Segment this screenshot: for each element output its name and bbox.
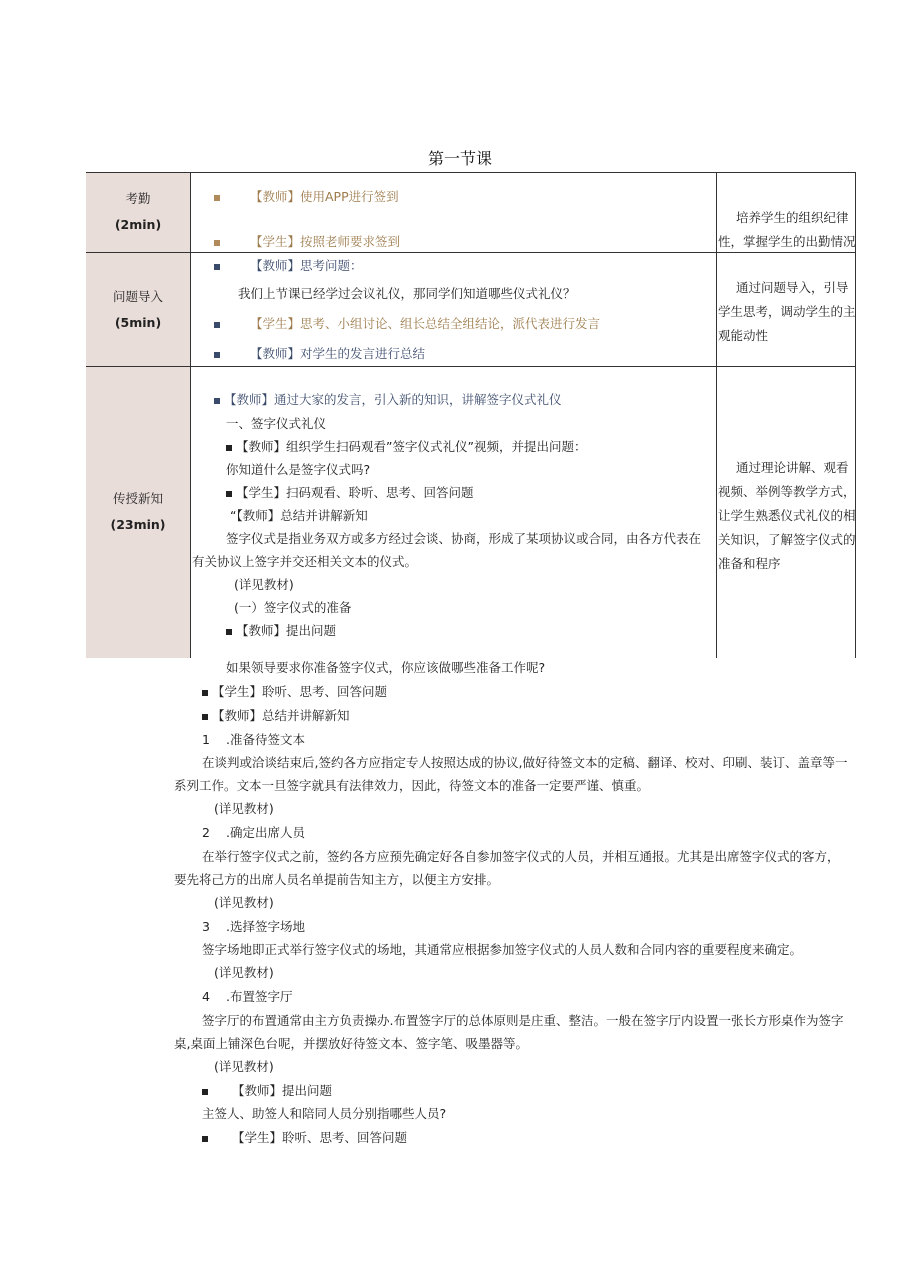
line-text: .布置签字厅 bbox=[226, 989, 293, 1004]
body-line bbox=[202, 705, 350, 727]
body-line bbox=[202, 916, 305, 938]
line-text: 【教师】组织学生扫码观看”签字仪式礼仪”视频，并提出问题： bbox=[236, 439, 587, 454]
body-line: (详见教材) bbox=[214, 895, 274, 910]
body-line: 签字厅的布置通常由主方负责操办.布置签字厅的总体原则是庄重、整洁。一般在签字厅内设置一张长方形桌作为签字 bbox=[202, 1013, 844, 1028]
bullet-icon bbox=[202, 714, 208, 720]
body-line: 如果领导要求你准备签字仪式，你应该做哪些准备工作呢? bbox=[226, 660, 546, 675]
row-duration: (2min) bbox=[114, 217, 162, 232]
body-line: 主签人、助签人和陪同人员分别指哪些人员? bbox=[202, 1106, 447, 1121]
content-line bbox=[214, 187, 399, 205]
content-line bbox=[214, 344, 425, 362]
line-text: 【教师】思考问题： bbox=[250, 258, 363, 273]
content-line bbox=[226, 483, 474, 501]
goal-text: 培养学生的组织纪律性，掌握学生的出勤情况 bbox=[718, 210, 856, 249]
row-label-new-knowledge bbox=[86, 486, 190, 538]
bullet-icon bbox=[226, 491, 232, 497]
row-label-text: 传授新知 bbox=[112, 491, 163, 506]
content-line bbox=[226, 621, 336, 639]
column-divider bbox=[190, 172, 191, 658]
bullet-icon bbox=[214, 264, 220, 270]
line-text: 【学生】聆听、思考、回答问题 bbox=[212, 684, 388, 699]
line-text: 【教师】提出问题 bbox=[236, 623, 337, 638]
line-text: 【教师】使用APP进行签到 bbox=[250, 189, 399, 204]
line-text: 2 bbox=[202, 825, 210, 840]
bullet-icon bbox=[214, 398, 220, 404]
content-line: 我们上节课已经学过会议礼仪，那同学们知道哪些仪式礼仪？ bbox=[238, 286, 576, 301]
content-line: 你知道什么是签字仪式吗? bbox=[226, 462, 371, 477]
content-line bbox=[214, 232, 400, 250]
body-line: (详见教材) bbox=[214, 1059, 274, 1074]
body-line bbox=[202, 1080, 332, 1102]
body-line: 要先将己方的出席人员名单提前告知主方，以便主方安排。 bbox=[174, 872, 500, 887]
line-text: 【学生】聆听、思考、回答问题 bbox=[232, 1130, 408, 1145]
body-line: 桌,桌面上铺深色台呢，并摆放好待签文本、签字笔、吸墨器等。 bbox=[174, 1036, 528, 1051]
row-divider bbox=[86, 366, 856, 367]
bullet-icon bbox=[226, 629, 232, 635]
line-text: 【学生】思考、小组讨论、组长总结全组结论，派代表进行发言 bbox=[250, 316, 601, 331]
content-line: 一、签字仪式礼仪 bbox=[226, 416, 327, 431]
body-line bbox=[202, 681, 387, 703]
content-line: (一）签字仪式的准备 bbox=[234, 600, 352, 615]
body-line bbox=[202, 729, 305, 751]
bullet-icon bbox=[202, 690, 208, 696]
line-text: 【教师】提出问题 bbox=[232, 1083, 333, 1098]
content-line: 有关协议上签字并交还相关文本的仪式。 bbox=[192, 554, 418, 569]
row-duration: (5min) bbox=[114, 315, 162, 330]
bullet-icon bbox=[214, 322, 220, 328]
bullet-icon bbox=[214, 240, 220, 246]
column-divider bbox=[716, 172, 717, 658]
line-text: .准备待签文本 bbox=[226, 732, 305, 747]
body-line: 签字场地即正式举行签字仪式的场地，其通常应根据参加签字仪式的人员人数和合同内容的重要程度来确定。 bbox=[202, 942, 803, 957]
content-line bbox=[226, 437, 586, 455]
content-line: 签字仪式是指业务双方或多方经过会谈、协商，形成了某项协议或合同，由各方代表在 bbox=[226, 531, 702, 546]
row-label-intro bbox=[86, 284, 190, 336]
line-text: .确定出席人员 bbox=[226, 825, 305, 840]
bullet-icon bbox=[202, 1136, 208, 1142]
bullet-icon bbox=[202, 1089, 208, 1095]
table-top-border bbox=[86, 172, 856, 173]
content-line: (详见教材) bbox=[234, 577, 294, 592]
content-line bbox=[214, 256, 363, 274]
body-line: 在谈判或洽谈结束后,签约各方应指定专人按照达成的协议,做好待签文本的定稿、翻译、校对、印刷、装订、盖章等一 bbox=[202, 755, 848, 770]
line-text: 【教师】对学生的发言进行总结 bbox=[250, 346, 426, 361]
goal-text: 通过理论讲解、观看视频、举例等教学方式，让学生熟悉仪式礼仪的相关知识，了解签字仪式的准备和程序 bbox=[718, 460, 856, 571]
row-label-attendance bbox=[86, 186, 190, 238]
bullet-icon bbox=[226, 445, 232, 451]
body-line bbox=[202, 986, 292, 1008]
line-text: 【学生】按照老师要求签到 bbox=[250, 234, 401, 249]
row-label-text: 问题导入 bbox=[112, 289, 163, 304]
page-title: 第一节课 bbox=[427, 149, 492, 168]
line-text: 【教师】总结并讲解新知 bbox=[212, 708, 350, 723]
body-line: (详见教材) bbox=[214, 801, 274, 816]
content-line bbox=[214, 390, 562, 408]
goal-text: 通过问题导入，引导学生思考，调动学生的主观能动性 bbox=[718, 280, 856, 343]
content-line: “【教师】总结并讲解新知 bbox=[230, 508, 368, 523]
body-line: 在举行签字仪式之前，签约各方应预先确定好各自参加签字仪式的人员，并相互通报。尤其是出席签字仪式的客方， bbox=[202, 849, 840, 864]
row-duration: (23min) bbox=[110, 517, 166, 532]
body-line: 系列工作。文本一旦签字就具有法律效力，因此，待签文本的准备一定要严谨、慎重。 bbox=[174, 778, 650, 793]
line-text: 1 bbox=[202, 732, 210, 747]
line-text: .选择签字场地 bbox=[226, 919, 305, 934]
line-text: 3 bbox=[202, 919, 210, 934]
body-line bbox=[202, 822, 305, 844]
line-text: 【教师】通过大家的发言，引入新的知识，讲解签字仪式礼仪 bbox=[224, 392, 562, 407]
bullet-icon bbox=[214, 195, 220, 201]
line-text: 【学生】扫码观看、聆听、思考、回答问题 bbox=[236, 485, 474, 500]
bullet-icon bbox=[214, 352, 220, 358]
body-line: (详见教材) bbox=[214, 965, 274, 980]
row-label-text: 考勤 bbox=[125, 191, 151, 206]
line-text: 4 bbox=[202, 989, 210, 1004]
content-line bbox=[214, 314, 600, 332]
body-line bbox=[202, 1127, 407, 1149]
label-column-bg bbox=[86, 172, 190, 658]
